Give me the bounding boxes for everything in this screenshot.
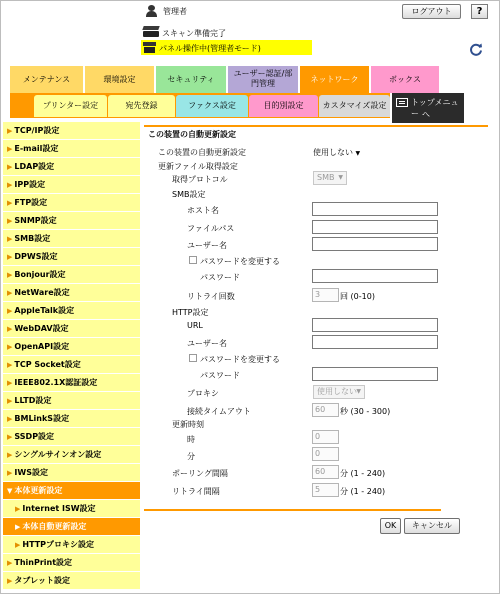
- sidebar-item-http-proxy[interactable]: [3, 536, 140, 554]
- proxy-label: プロキシ: [187, 389, 219, 398]
- arrow-right-icon: ▶: [15, 541, 21, 549]
- polling-input[interactable]: 60: [312, 465, 339, 479]
- tab-network[interactable]: ネットワーク: [300, 66, 370, 93]
- sidebar-item-label: LDAP設定: [14, 162, 55, 171]
- http-change-password-checkbox[interactable]: [189, 354, 197, 362]
- sidebar-item-label: ThinPrint設定: [14, 558, 73, 567]
- chevron-down-icon: ▼: [356, 388, 361, 395]
- sidebar-item-label: 本体更新設定: [14, 486, 63, 495]
- sidebar-item-label: SSDP設定: [14, 432, 55, 441]
- sidebar-item-label: AppleTalk設定: [14, 306, 75, 315]
- hour-input[interactable]: 0: [312, 430, 339, 444]
- http-password-input[interactable]: [312, 367, 438, 381]
- arrow-right-icon: ▶: [7, 397, 13, 405]
- retry-interval-input[interactable]: 5: [312, 483, 339, 497]
- arrow-right-icon: ▶: [7, 253, 13, 261]
- username-input[interactable]: [312, 237, 438, 251]
- tab-user-auth[interactable]: [228, 66, 299, 93]
- change-password-checkbox[interactable]: [189, 256, 197, 264]
- top-menu-button[interactable]: [392, 93, 464, 123]
- auto-update-value: 使用しない: [313, 148, 353, 157]
- arrow-right-icon: ▶: [7, 289, 13, 297]
- retry-label: リトライ回数: [187, 292, 235, 301]
- filepath-label: ファイルパス: [187, 224, 235, 233]
- sidebar-item-label: SMB設定: [14, 234, 51, 243]
- timeout-label: 接続タイムアウト: [187, 407, 251, 416]
- sidebar-item-label: OpenAPI設定: [14, 342, 70, 351]
- sidebar-item-label: シングルサインオン設定: [14, 450, 102, 459]
- sidebar-item-openapi[interactable]: [3, 338, 140, 356]
- subtab-fax[interactable]: ファクス設定: [176, 95, 248, 117]
- arrow-right-icon: ▶: [7, 217, 13, 225]
- update-time-label: 更新時刻: [172, 420, 204, 429]
- scanner-icon: [143, 26, 159, 37]
- sidebar-item-appletalk[interactable]: [3, 302, 140, 320]
- subtab-printer[interactable]: プリンター設定: [34, 95, 107, 117]
- protocol-value: SMB: [317, 173, 335, 182]
- sidebar-item-ssdp[interactable]: [3, 428, 140, 446]
- sidebar-item-label: TCP/IP設定: [14, 126, 60, 135]
- sidebar-item-lltd[interactable]: [3, 392, 140, 410]
- arrow-right-icon: ▶: [7, 325, 13, 333]
- panel-icon: [143, 42, 156, 53]
- arrow-right-icon: ▶: [7, 181, 13, 189]
- sidebar-item-label: DPWS設定: [14, 252, 58, 261]
- cancel-button[interactable]: キャンセル: [404, 518, 460, 534]
- arrow-right-icon: ▶: [7, 379, 13, 387]
- tab-box[interactable]: ボックス: [371, 66, 440, 93]
- sidebar-item-tcpip[interactable]: [3, 122, 140, 140]
- arrow-right-icon: ▶: [7, 559, 13, 567]
- sidebar-item-label: IEEE802.1X認証設定: [14, 378, 98, 387]
- sidebar-item-label: Internet ISW設定: [22, 504, 96, 513]
- sidebar-item-label: Bonjour設定: [14, 270, 66, 279]
- subtab-purpose[interactable]: 目的別設定: [249, 95, 318, 117]
- sidebar-item-label: IWS設定: [14, 468, 48, 477]
- menu-icon: [396, 98, 408, 107]
- sidebar-item-label: E-mail設定: [14, 144, 59, 153]
- sidebar-item-ieee8021x[interactable]: [3, 374, 140, 392]
- polling-label: ポーリング間隔: [172, 469, 228, 478]
- user-name: 管理者: [163, 7, 187, 16]
- sidebar-item-label: BMLinkS設定: [14, 414, 70, 423]
- sidebar-item-snmp[interactable]: [3, 212, 140, 230]
- scan-status: スキャン準備完了: [162, 29, 226, 38]
- arrow-right-icon: ▶: [15, 505, 21, 513]
- sidebar-item-tablet[interactable]: [3, 572, 140, 590]
- top-menu-line2: へ: [422, 110, 430, 119]
- sidebar-item-bmlinks[interactable]: [3, 410, 140, 428]
- sidebar-item-internet-isw[interactable]: [3, 500, 140, 518]
- sidebar-item-auto-update[interactable]: [3, 518, 140, 536]
- arrow-right-icon: ▶: [7, 145, 13, 153]
- arrow-right-icon: ▶: [7, 199, 13, 207]
- protocol-select[interactable]: [313, 171, 347, 185]
- tab-maintenance[interactable]: メンテナンス: [10, 66, 84, 93]
- filepath-input[interactable]: [312, 220, 438, 234]
- sidebar-item-firmware-update[interactable]: [3, 482, 140, 500]
- minute-input[interactable]: 0: [312, 447, 339, 461]
- title-divider: [144, 125, 488, 127]
- proxy-select[interactable]: [313, 385, 365, 399]
- protocol-label: 取得プロトコル: [172, 175, 228, 184]
- tab-environment[interactable]: 環境設定: [85, 66, 155, 93]
- sidebar-item-smb[interactable]: [3, 230, 140, 248]
- sidebar-item-label: FTP設定: [14, 198, 48, 207]
- arrow-right-icon: ▶: [7, 127, 13, 135]
- arrow-right-icon: ▶: [7, 577, 13, 585]
- sidebar-item-netware[interactable]: [3, 284, 140, 302]
- sidebar-item-label: LLTD設定: [14, 396, 52, 405]
- minute-label: 分: [187, 452, 195, 461]
- timeout-input[interactable]: 60: [312, 403, 339, 417]
- hour-label: 時: [187, 435, 195, 444]
- sidebar-item-label: HTTPプロキシ設定: [22, 540, 94, 549]
- retry-unit: 回 (0-10): [340, 292, 375, 301]
- sidebar-item-email[interactable]: [3, 140, 140, 158]
- retry-interval-label: リトライ間隔: [172, 487, 220, 496]
- proxy-value: 使用しない: [317, 387, 357, 396]
- arrow-right-icon: ▶: [7, 451, 13, 459]
- change-password-label: パスワードを変更する: [200, 257, 280, 266]
- timeout-unit: 秒 (30 - 300): [340, 407, 391, 416]
- url-input[interactable]: [312, 318, 438, 332]
- chevron-down-icon: ▼: [338, 174, 343, 181]
- sidebar-item-label: 本体自動更新設定: [22, 522, 87, 531]
- auto-update-select[interactable]: [313, 147, 360, 158]
- auto-update-label: この装置の自動更新設定: [158, 148, 246, 157]
- arrow-right-icon: ▶: [7, 235, 13, 243]
- bottom-divider: [144, 509, 441, 511]
- subtab-customize[interactable]: カスタマイズ設定: [319, 95, 390, 117]
- http-settings-label: HTTP設定: [172, 308, 209, 317]
- arrow-right-icon: ▶: [7, 433, 13, 441]
- smb-settings-label: SMB設定: [172, 190, 206, 199]
- arrow-right-icon: ▶: [7, 271, 13, 279]
- host-label: ホスト名: [187, 206, 219, 215]
- sidebar-item-tcp-socket[interactable]: [3, 356, 140, 374]
- sidebar-item-label: NetWare設定: [14, 288, 70, 297]
- sidebar-item-label: タブレット設定: [14, 576, 70, 585]
- sidebar-item-webdav[interactable]: [3, 320, 140, 338]
- subtab-destination[interactable]: 宛先登録: [108, 95, 175, 117]
- sidebar-item-label: IPP設定: [14, 180, 46, 189]
- tab-security[interactable]: セキュリティ: [156, 66, 227, 93]
- arrow-right-icon: ▶: [15, 523, 21, 531]
- sidebar-item-iws[interactable]: [3, 464, 140, 482]
- arrow-right-icon: ▶: [7, 469, 13, 477]
- sidebar-item-label: WebDAV設定: [14, 324, 69, 333]
- fetch-settings-label: 更新ファイル取得設定: [158, 162, 238, 171]
- sidebar-item-single-signon[interactable]: [3, 446, 140, 464]
- logout-button[interactable]: ログアウト: [402, 4, 461, 19]
- sidebar-item-ipp[interactable]: [3, 176, 140, 194]
- sidebar-item-ftp[interactable]: [3, 194, 140, 212]
- arrow-right-icon: ▶: [7, 163, 13, 171]
- user-icon: [145, 5, 158, 17]
- tab-user-auth-line2: 門管理: [251, 79, 275, 88]
- refresh-icon[interactable]: [468, 41, 484, 57]
- help-button[interactable]: ?: [471, 4, 488, 19]
- polling-unit: 分 (1 - 240): [340, 469, 386, 478]
- http-password-label: パスワード: [200, 371, 240, 380]
- panel-status: パネル操作中(管理者モード): [159, 44, 261, 53]
- sidebar-item-label: SNMP設定: [14, 216, 57, 225]
- http-username-input[interactable]: [312, 335, 438, 349]
- sidebar-item-dpws[interactable]: [3, 248, 140, 266]
- http-username-label: ユーザー名: [187, 339, 227, 348]
- top-menu-line1: トップメニュー: [411, 98, 459, 118]
- chevron-down-icon: ▼: [355, 150, 361, 157]
- retry-interval-unit: 分 (1 - 240): [340, 487, 386, 496]
- arrow-down-icon: ▼: [7, 487, 13, 495]
- sidebar-item-ldap[interactable]: [3, 158, 140, 176]
- ok-button[interactable]: OK: [380, 518, 401, 534]
- arrow-right-icon: ▶: [7, 343, 13, 351]
- host-input[interactable]: [312, 202, 438, 216]
- arrow-right-icon: ▶: [7, 307, 13, 315]
- sidebar-item-thinprint[interactable]: [3, 554, 140, 572]
- username-label: ユーザー名: [187, 241, 227, 250]
- http-change-password-label: パスワードを変更する: [200, 355, 280, 364]
- sidebar-item-label: TCP Socket設定: [14, 360, 81, 369]
- url-label: URL: [187, 321, 203, 330]
- sidebar-item-bonjour[interactable]: [3, 266, 140, 284]
- arrow-right-icon: ▶: [7, 415, 13, 423]
- arrow-right-icon: ▶: [7, 361, 13, 369]
- retry-input[interactable]: 3: [312, 288, 339, 302]
- password-input[interactable]: [312, 269, 438, 283]
- page-title: この装置の自動更新設定: [148, 130, 236, 139]
- tab-user-auth-line1: ユーザー認証/部: [233, 69, 293, 78]
- password-label: パスワード: [200, 273, 240, 282]
